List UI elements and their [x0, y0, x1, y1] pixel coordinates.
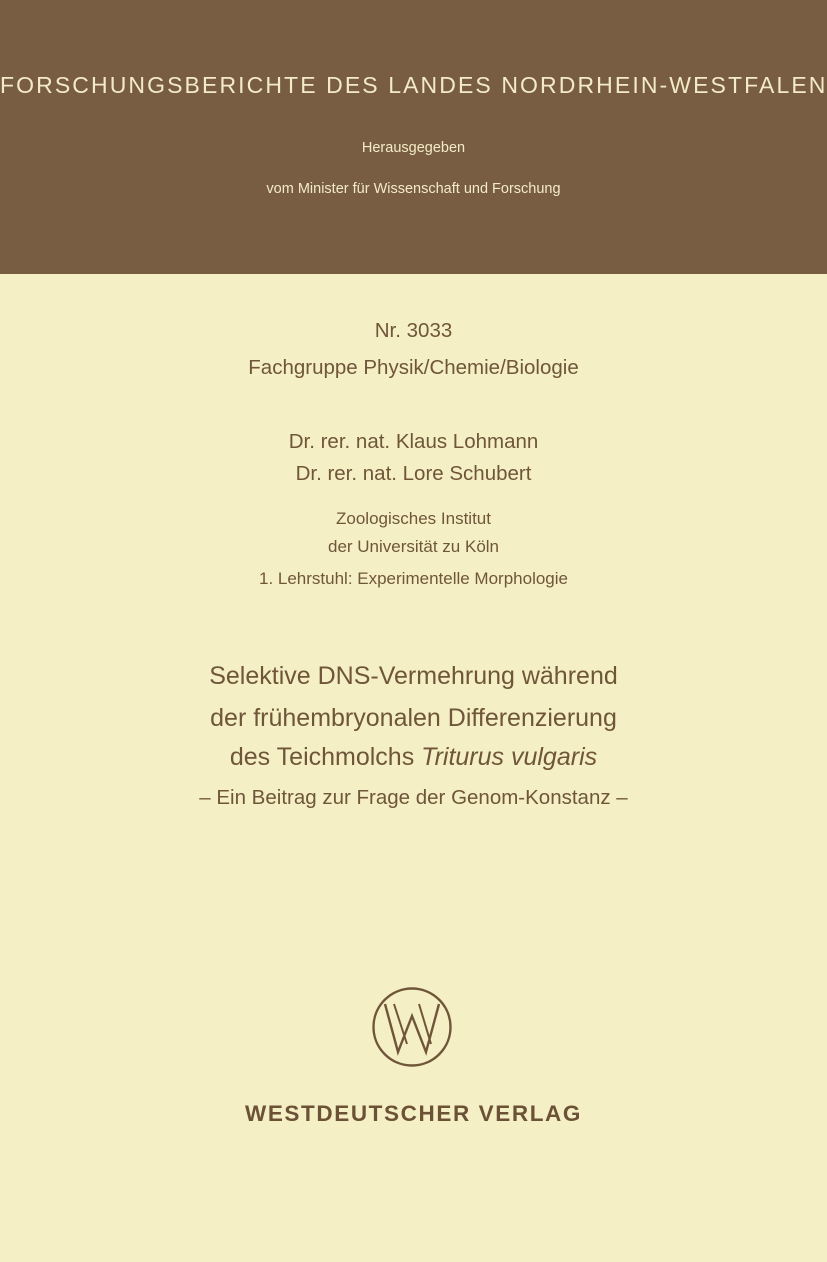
institution-line-1: Zoologisches Institut: [336, 509, 491, 528]
editor-name: vom Minister für Wissenschaft und Forschung: [266, 181, 561, 197]
author-2: Dr. rer. nat. Lore Schubert: [295, 462, 532, 485]
volume-number: Nr. 3033: [374, 319, 453, 342]
institution-line-2: der Universität zu Köln: [327, 537, 500, 556]
author-1: Dr. rer. nat. Klaus Lohmann: [288, 430, 539, 453]
species-name: Triturus vulgaris: [421, 743, 598, 771]
title-line-1: Selektive DNS-Vermehrung während: [209, 662, 618, 690]
editor-label: Herausgegeben: [361, 140, 466, 156]
title-line-3: [0, 743, 827, 772]
subject-group: Fachgruppe Physik/Chemie/Biologie: [248, 356, 579, 379]
title-line-3-prefix: des Teichmolchs: [229, 743, 422, 771]
title-line-2: der frühembryonalen Differenzierung: [210, 704, 617, 732]
wv-logo-icon: [371, 986, 453, 1068]
header-band: [0, 0, 827, 274]
institution-line-3: 1. Lehrstuhl: Experimentelle Morphologie: [258, 569, 568, 588]
subtitle: – Ein Beitrag zur Frage der Genom-Konstanz –: [199, 786, 628, 809]
publisher-name: WESTDEUTSCHER VERLAG: [244, 1101, 582, 1126]
series-title: FORSCHUNGSBERICHTE DES LANDES NORDRHEIN-WESTFALEN: [0, 72, 827, 98]
